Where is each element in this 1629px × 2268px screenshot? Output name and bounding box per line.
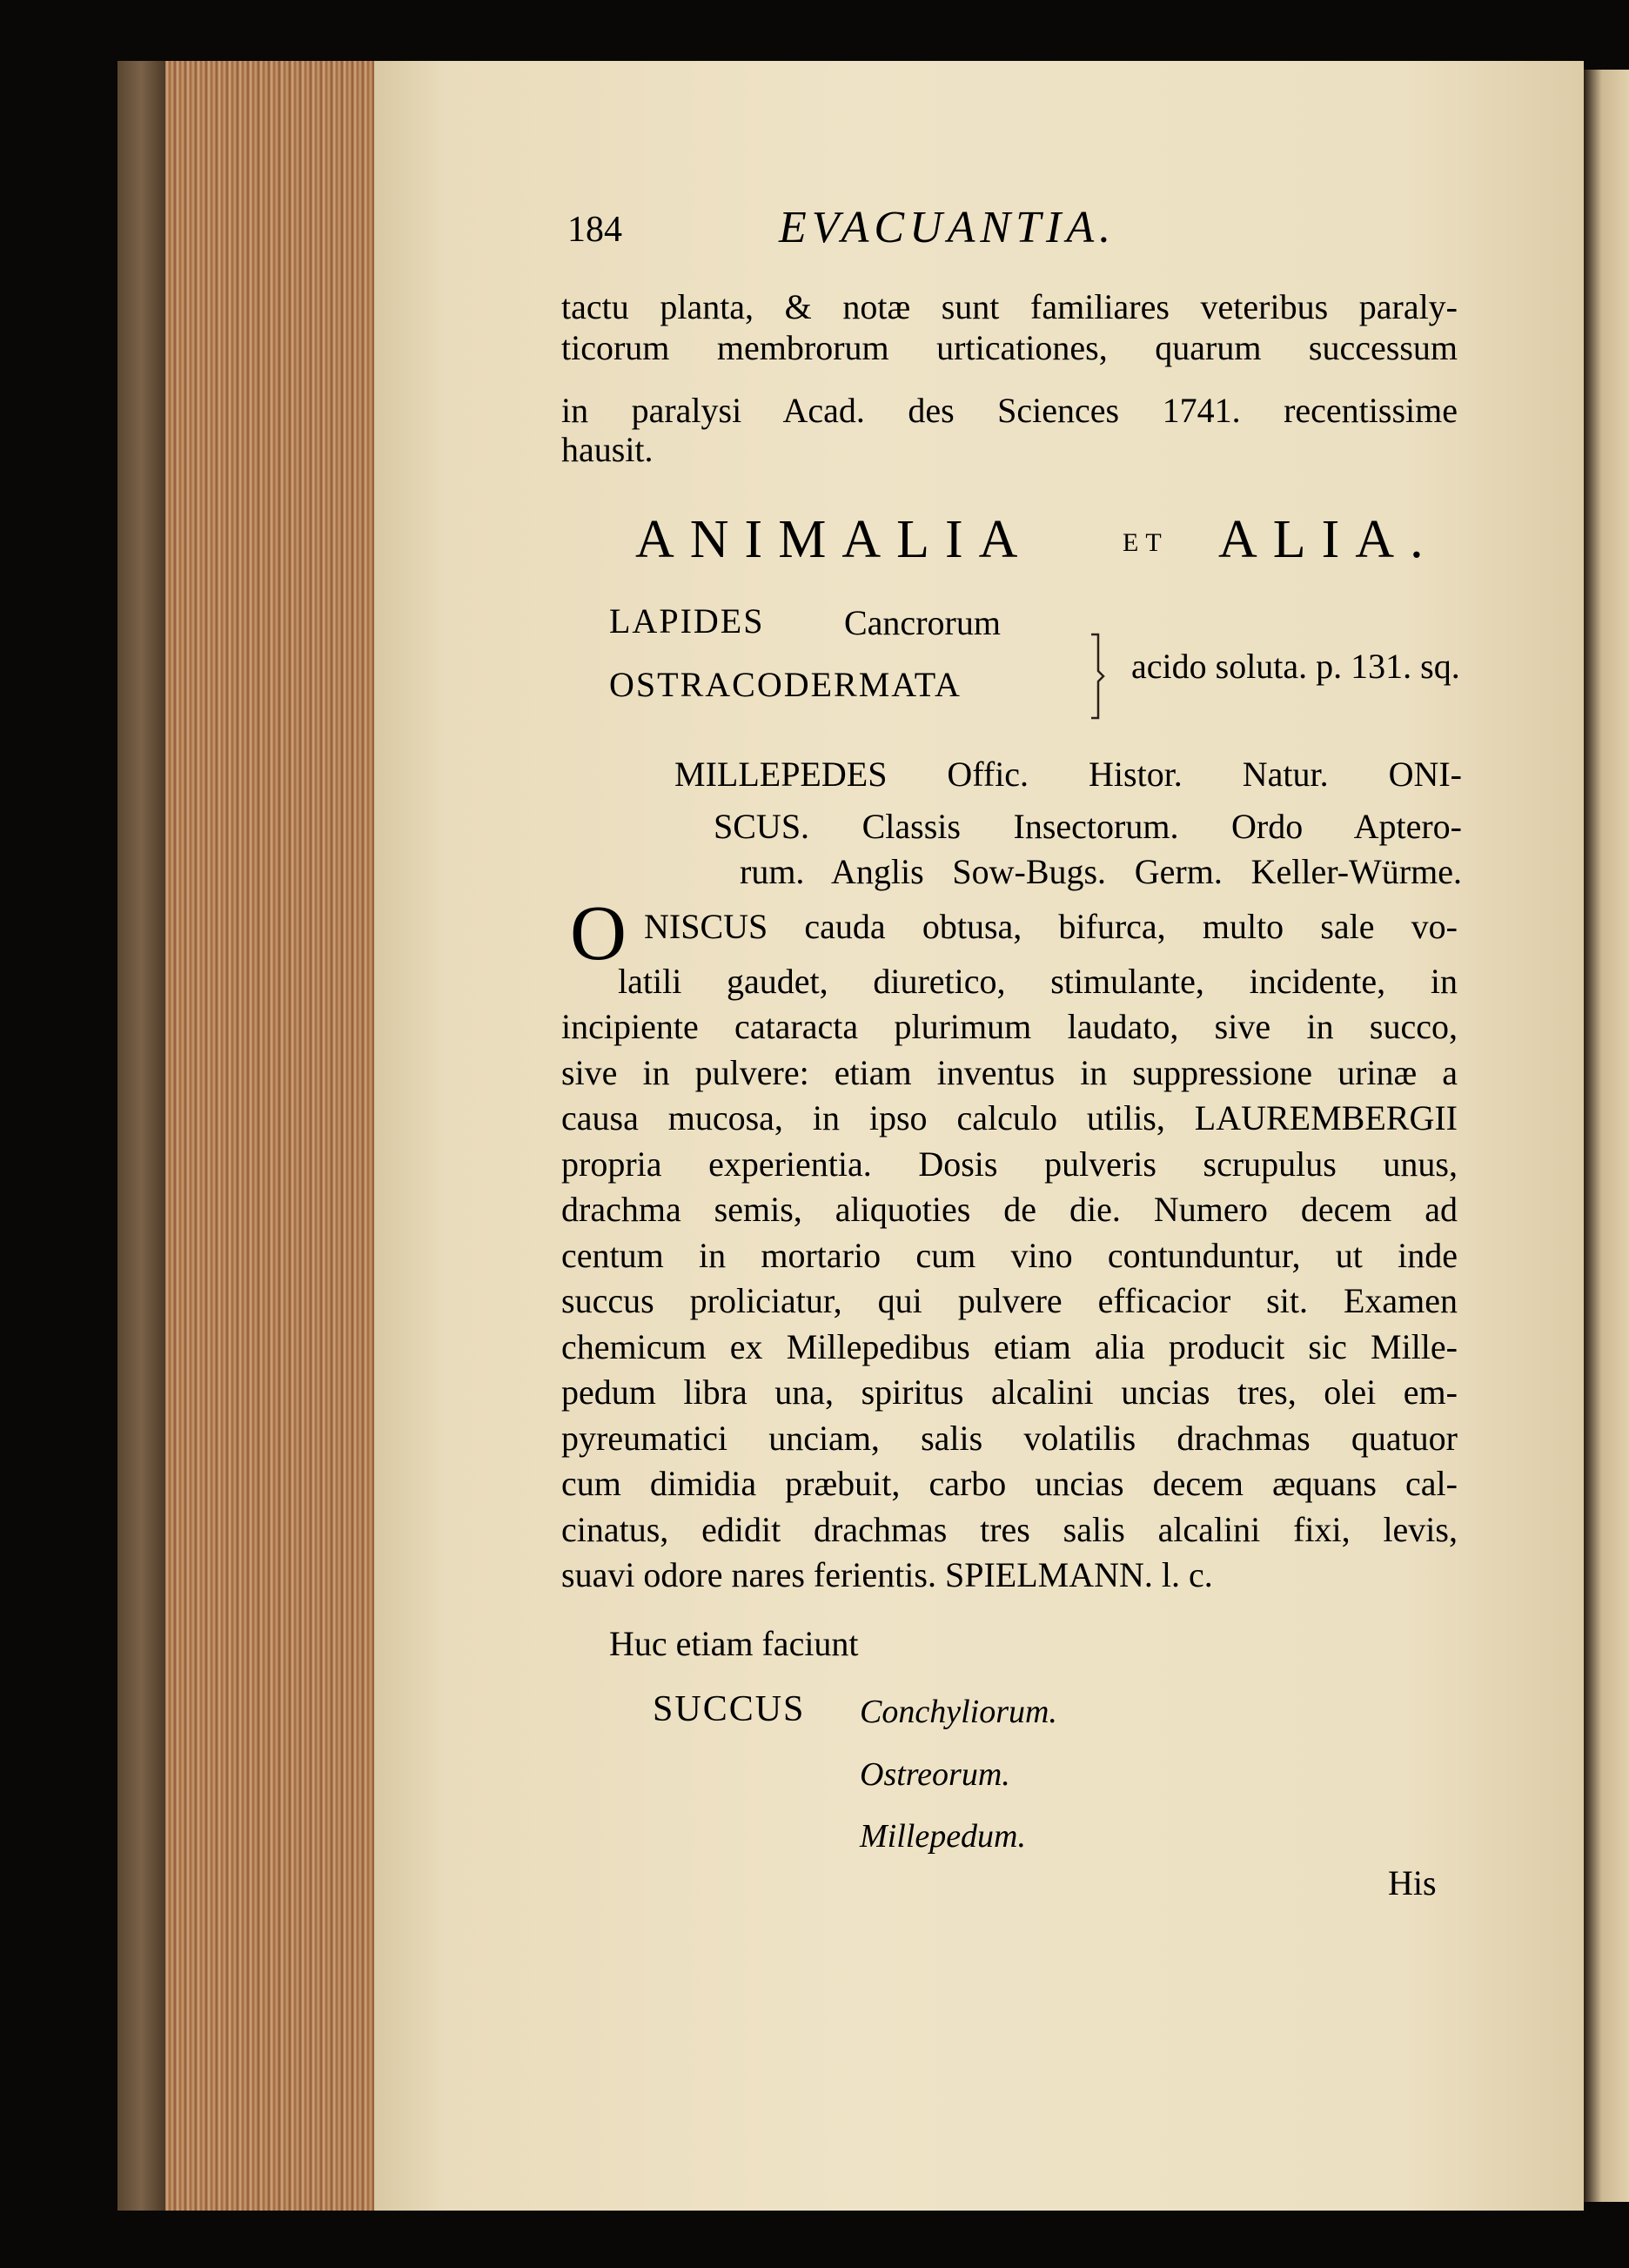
intro-line: hausit. bbox=[561, 430, 654, 469]
body-line: drachma semis, aliquoties de die. Numero decem ad bbox=[561, 1190, 1458, 1229]
succus-item: Conchyliorum. bbox=[860, 1694, 1057, 1730]
brace bbox=[1089, 633, 1105, 720]
body-line: cum dimidia præbuit, carbo uncias decem æquans cal- bbox=[561, 1464, 1458, 1503]
millepedes-line: rum. Anglis Sow-Bugs. Germ. Keller-Würme. bbox=[740, 852, 1462, 891]
page-number: 184 bbox=[567, 210, 622, 250]
intro-line: in paralysi Acad. des Sciences 1741. recentissime bbox=[561, 391, 1458, 430]
body-line: NISCUS cauda obtusa, bifurca, multo sale vo- bbox=[644, 907, 1458, 946]
book-cover-edge bbox=[117, 61, 165, 2211]
section-heading-right: ALIA. bbox=[1218, 510, 1439, 569]
intro-line: tactu planta, & notæ sunt familiares veteribus paraly- bbox=[561, 287, 1458, 326]
body-line: causa mucosa, in ipso calculo utilis, LAUREMBERGII bbox=[561, 1098, 1458, 1137]
section-heading-et: ET bbox=[1123, 528, 1169, 557]
body-line: propria experientia. Dosis pulveris scrupulus unus, bbox=[561, 1144, 1458, 1184]
lapides-item: OSTRACODERMATA bbox=[609, 665, 962, 704]
drop-cap: O bbox=[570, 890, 627, 976]
body-line: pyreumatici unciam, salis volatilis drachmas quatuor bbox=[561, 1419, 1458, 1458]
facing-page-edge bbox=[1584, 70, 1629, 2202]
body-line: pedum libra una, spiritus alcalini uncias tres, olei em- bbox=[561, 1372, 1458, 1412]
body-line: succus proliciatur, qui pulvere efficacior sit. Examen bbox=[561, 1281, 1458, 1320]
lapides-item: Cancrorum bbox=[844, 603, 1001, 642]
millepedes-line: MILLEPEDES Offic. Histor. Natur. ONI- bbox=[674, 755, 1462, 794]
lapides-label: LAPIDES bbox=[609, 601, 765, 641]
body-line: chemicum ex Millepedibus etiam alia producit sic Mille- bbox=[561, 1327, 1458, 1366]
succus-label: SUCCUS bbox=[653, 1689, 806, 1729]
catchword: His bbox=[1388, 1863, 1437, 1902]
body-line: suavi odore nares ferientis. SPIELMANN. l. c. bbox=[561, 1555, 1213, 1594]
running-title: EVACUANTIA. bbox=[779, 203, 1116, 252]
section-heading-left: ANIMALIA bbox=[635, 510, 1034, 569]
body-line: latili gaudet, diuretico, stimulante, incidente, in bbox=[618, 962, 1458, 1001]
lapides-note: acido soluta. p. 131. sq. bbox=[1131, 647, 1460, 686]
body-line: cinatus, edidit drachmas tres salis alcalini fixi, levis, bbox=[561, 1510, 1458, 1549]
body-line: centum in mortario cum vino contunduntur, ut inde bbox=[561, 1236, 1458, 1275]
succus-item: Ostreorum. bbox=[860, 1756, 1010, 1793]
body-line: incipiente cataracta plurimum laudato, sive in succo, bbox=[561, 1007, 1458, 1046]
succus-item: Millepedum. bbox=[860, 1818, 1027, 1855]
body-line: sive in pulvere: etiam inventus in suppressione urinæ a bbox=[561, 1053, 1458, 1092]
huc-line: Huc etiam faciunt bbox=[609, 1624, 859, 1663]
millepedes-line: SCUS. Classis Insectorum. Ordo Aptero- bbox=[714, 807, 1462, 846]
intro-line: ticorum membrorum urticationes, quarum successum bbox=[561, 328, 1458, 367]
